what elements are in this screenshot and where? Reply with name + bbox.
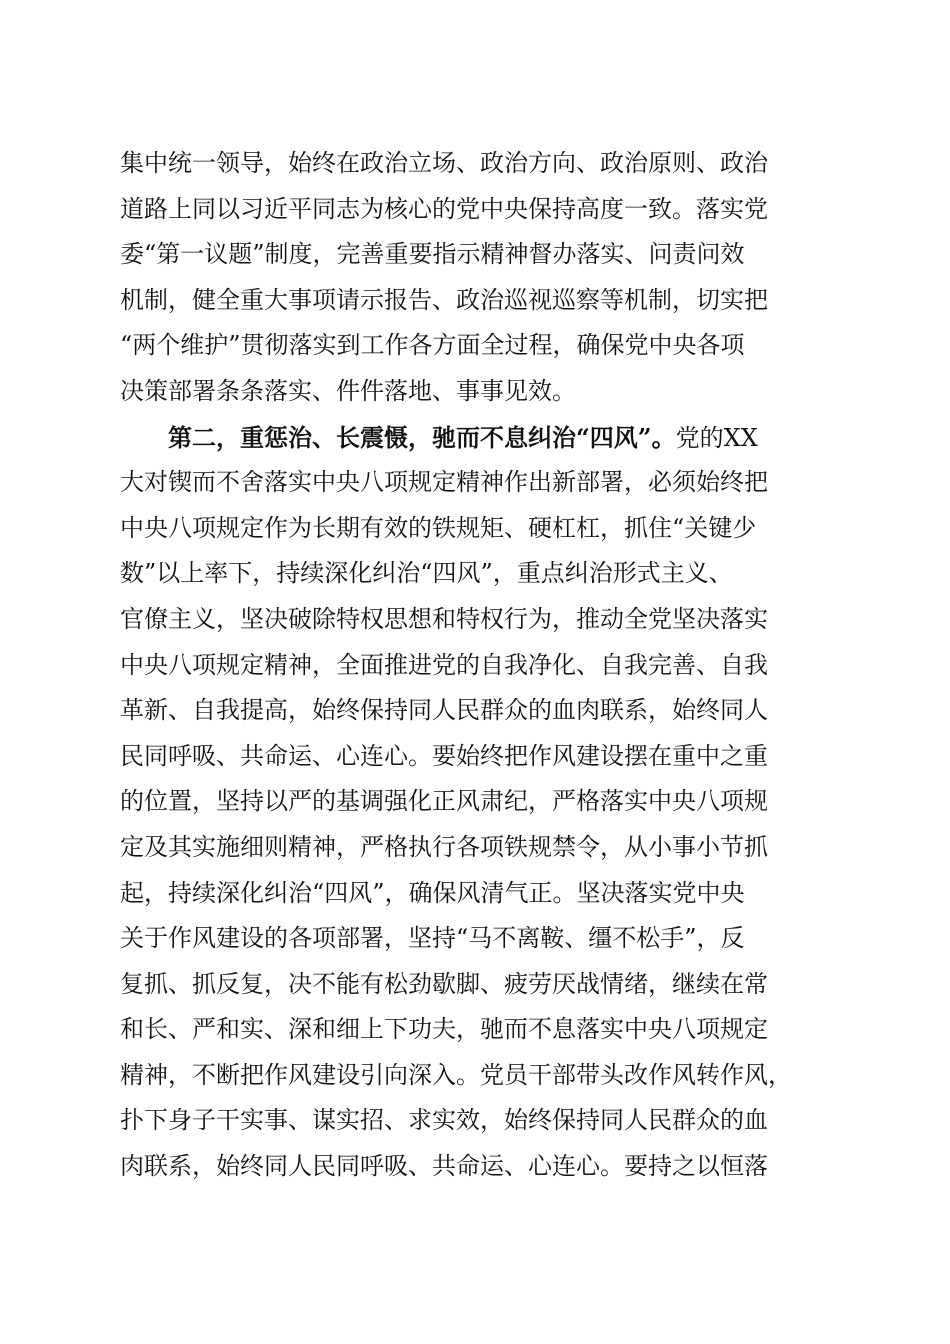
section-lead-heading: 第二，重惩治、长震慑，驰而不息纠治“四风”。	[168, 422, 676, 452]
text-line: 复抓、抓反复，决不能有松劲歇脚、疲劳厌战情绪，继续在常	[120, 969, 768, 998]
text-line-first	[120, 415, 840, 461]
text-line: 决策部署条条落实、件件落地、事事见效。	[120, 376, 576, 405]
body-text	[120, 141, 840, 1190]
text-line: 关于作风建设的各项部署，坚持“马不离鞍、缰不松手”，反	[120, 924, 745, 953]
text-line: 起，持续深化纠治“四风”，确保风清气正。坚决落实党中央	[120, 878, 745, 907]
text-line: 民同呼吸、共命运、心连心。要始终把作风建设摆在重中之重	[120, 741, 768, 770]
text-line: 中央八项规定作为长期有效的铁规矩、硬杠杠，抓住“关键少	[120, 513, 757, 542]
text-line: 集中统一领导，始终在政治立场、政治方向、政治原则、政治	[120, 149, 768, 177]
text-run: 党的XX	[675, 423, 758, 452]
text-line: 数”以上率下，持续深化纠治“四风”，重点纠治形式主义、	[120, 559, 733, 588]
text-line: 委“第一议题”制度，完善重要指示精神督办落实、问责问效	[120, 240, 745, 269]
text-line: 机制，健全重大事项请示报告、政治巡视巡察等机制，切实把	[120, 285, 768, 314]
text-line: 革新、自我提高，始终保持同人民群众的血肉联系，始终同人	[120, 696, 768, 725]
text-line: 精神，不断把作风建设引向深入。党员干部带头改作风转作风，	[120, 1060, 792, 1089]
text-line: 道路上同以习近平同志为核心的党中央保持高度一致。落实党	[120, 194, 768, 223]
text-line: 的位置，坚持以严的基调强化正风肃纪，严格落实中央八项规	[120, 787, 768, 816]
text-line: 官僚主义，坚决破除特权思想和特权行为，推动全党坚决落实	[120, 604, 768, 633]
text-line: 中央八项规定精神，全面推进党的自我净化、自我完善、自我	[120, 650, 768, 679]
text-line: “两个维护”贯彻落实到工作各方面全过程，确保党中央各项	[120, 331, 745, 360]
paragraph-1	[120, 141, 840, 415]
text-line: 肉联系，始终同人民同呼吸、共命运、心连心。要持之以恒落	[120, 1152, 768, 1181]
text-line: 定及其实施细则精神，严格执行各项铁规禁令，从小事小节抓	[120, 832, 768, 861]
text-line: 大对锲而不舍落实中央八项规定精神作出新部署，必须始终把	[120, 468, 768, 497]
text-line: 扑下身子干实事、谋实招、求实效，始终保持同人民群众的血	[120, 1106, 768, 1135]
paragraph-2	[120, 415, 840, 1190]
text-line: 和长、严和实、深和细上下功夫，驰而不息落实中央八项规定	[120, 1015, 768, 1044]
